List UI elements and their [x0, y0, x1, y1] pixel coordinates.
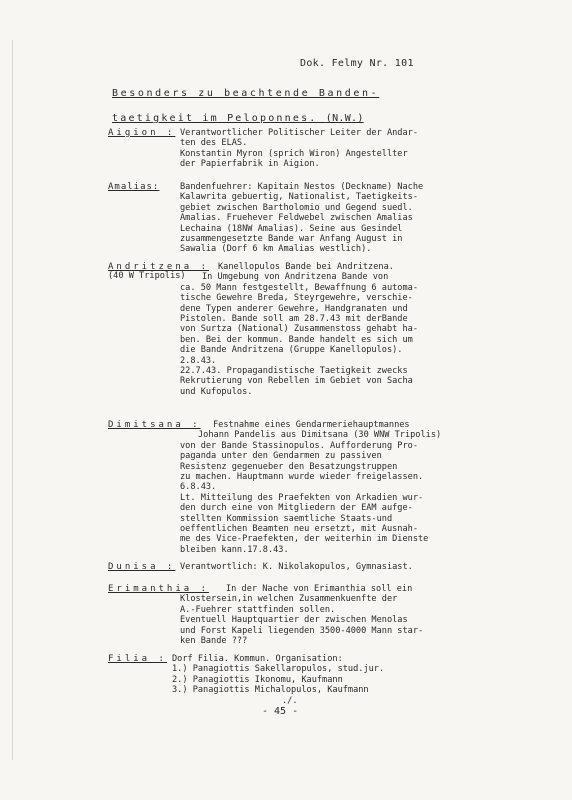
entry-line: der Papierfabrik in Aigion.	[180, 159, 320, 170]
scan-edge-line	[12, 40, 13, 760]
page-number: - 45 -	[262, 706, 299, 717]
entry-line: bleiben kann.17.8.43.	[180, 544, 289, 555]
entry-line: 3.) Panagiottis Michalopulos, Kaufmann	[172, 685, 369, 696]
entry-line: In Umgebung von Andritzena Bande von	[202, 272, 389, 283]
entry-line: oeffentlichen Beamten neu ersetzt, mit Ausnah-	[180, 524, 418, 535]
entry-line: ca. 50 Mann festgestellt, Bewaffnung 6 automa-	[180, 282, 418, 293]
entry-line: dene Typen anderer Gewehre, Handgranaten und	[180, 303, 408, 314]
entry-line: Verantwortlicher Politischer Leiter der Andar-	[180, 128, 418, 138]
entry-place: Erimanthia :	[108, 584, 210, 594]
entry-body	[213, 420, 513, 430]
entry-line: 2.) Panagiottis Ikonomu, Kaufmann	[172, 674, 343, 685]
entry-line: Klostersein,in welchen Zusammenkuenfte der	[180, 594, 398, 605]
entry-line: Sawalia (Dorf 6 km Amalias westlich).	[180, 244, 372, 255]
entry-place: Filia :	[108, 654, 167, 664]
entry-line: zusammengesetzte Bande war Anfang August in	[180, 234, 403, 245]
entry-body-continued	[180, 594, 510, 646]
entry-place-location: (40 W Tripolis)	[108, 271, 186, 281]
entry-line: paganda unter den Gendarmen zu passiven	[180, 451, 382, 462]
entry-line: 22.7.43. Propagandistische Taetigkeit zwecks	[180, 366, 408, 377]
title-line-2-region: (N.W.)	[325, 113, 364, 124]
title-line-2-text: taetigkeit im Peloponnes.	[112, 113, 318, 124]
entry-place: Aigion :	[108, 128, 176, 138]
entry-line: und Kufopulos.	[180, 386, 253, 397]
entry-line: Dorf Filia. Kommun. Organisation:	[172, 654, 343, 664]
entry-line: me des Vice-Praefekten, der weiterhin im Dienste	[180, 534, 429, 545]
continuation-mark: ./.	[282, 695, 298, 706]
entry-line: und Forst Kapeli liegenden 3500-4000 Mann star-	[180, 625, 424, 636]
entry-line: 2.8.43.	[180, 355, 217, 366]
entry-line: Konstantin Myron (sprich Wiron) Angestellter	[180, 148, 408, 159]
entry-body	[180, 182, 510, 255]
entry-line: In der Nache von Erimanthia soll ein	[226, 584, 413, 594]
entry-body	[180, 128, 510, 170]
entry-body	[226, 584, 516, 594]
entry-line: 1.) Panagiottis Sakellaropulos, stud.jur.	[172, 664, 385, 675]
entry-place: Dunisa :	[108, 562, 176, 572]
entry-body-continued	[180, 272, 510, 397]
entry-place: Dimitsana :	[108, 420, 201, 430]
entry-line: von Surtza (National) Zusammenstoss gehabt ha-	[180, 324, 418, 335]
entry-line: Pistolen. Bande soll am 28.7.43 mit derBande	[180, 314, 408, 325]
entry-line: Kanellopulos Bande bei Andritzena.	[218, 262, 394, 272]
entry-line: ben. Bei der kommun. Bande handelt es sich um	[180, 334, 413, 345]
entry-line: Lechaina (18NW Amalias). Seine aus Gesindel	[180, 223, 403, 234]
entry-line: tische Gewehre Breda, Steyrgewehre, verschie-	[180, 293, 413, 304]
entry-body	[180, 562, 510, 572]
entry-place: Andritzena :	[108, 262, 210, 272]
entry-line: Verantwortlich: K. Nikolakopulos, Gymnasiast.	[180, 562, 413, 572]
entry-place: Amalias:	[108, 182, 160, 192]
document-title-line-1: Besonders zu beachtende Banden-	[112, 88, 380, 99]
entry-line: A.-Fuehrer stattfinden sollen.	[180, 604, 336, 615]
entry-line: Kalawrita gebuertig, Nationalist, Taetigkeits-	[180, 192, 418, 203]
entry-line: den durch eine von Mitgliedern der EAM aufge-	[180, 503, 413, 514]
entry-line: zu machen. Hauptmann wurde wieder freigelassen.	[180, 472, 424, 483]
entry-line: Bandenfuehrer: Kapitain Nestos (Deckname) Nache	[180, 182, 424, 192]
entry-line: Johann Pandelis aus Dimitsana (30 WNW Tripolis)	[198, 430, 442, 441]
entry-line: stellten Kommission saemtliche Staats-und	[180, 513, 393, 524]
entry-line: ten des ELAS.	[180, 138, 248, 149]
entry-line: ken Bande ???	[180, 636, 248, 647]
entry-line: Amalias. Fruehever Feldwebel zwischen Amalias	[180, 213, 413, 224]
entry-body	[218, 262, 518, 272]
entry-line: Lt. Mitteilung des Praefekten von Arkadien wur-	[180, 492, 424, 503]
entry-body-continued-2	[180, 441, 510, 555]
entry-line: von der Bande Stassinopulos. Aufforderung Pro-	[180, 440, 418, 451]
document-number: Dok. Felmy Nr. 101	[300, 58, 414, 69]
entry-line: die Bande Andritzena (Gruppe Kanellopulos).	[180, 345, 403, 356]
entry-line: 6.8.43.	[180, 482, 217, 493]
entry-line: Festnahme eines Gendarmeriehauptmannes	[213, 420, 410, 430]
entry-line: Resistenz gegenueber den Besatzungstruppen	[180, 461, 398, 472]
document-title-line-2	[112, 113, 364, 124]
entry-body	[172, 654, 502, 706]
entry-line: Eventuell Hauptquartier der zwischen Menolas	[180, 615, 408, 626]
entry-body-continued	[198, 430, 528, 440]
entry-line: Rekrutierung von Rebellen im Gebiet von Sacha	[180, 376, 413, 387]
entry-line: gebiet zwischen Bartholomio und Gegend suedl.	[180, 202, 413, 213]
